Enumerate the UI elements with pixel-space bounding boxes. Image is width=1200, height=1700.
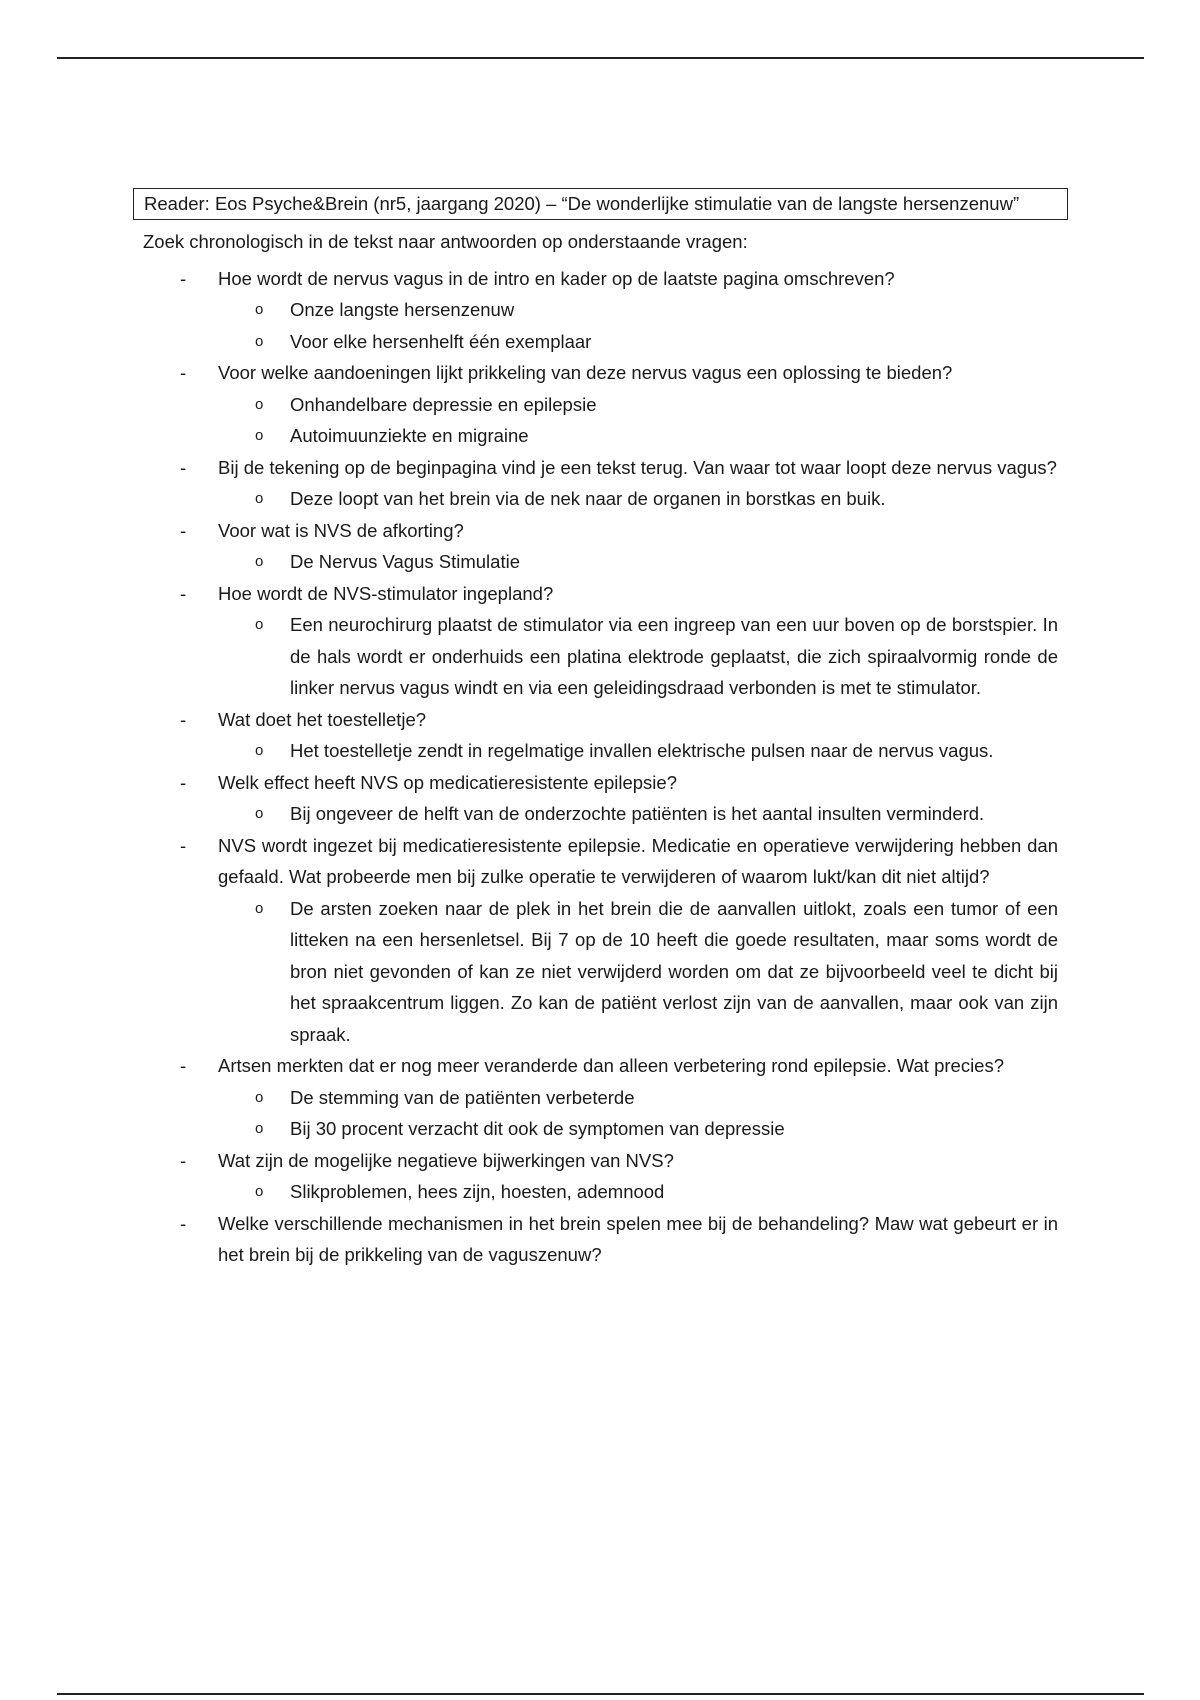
answer-text: Een neurochirurg plaatst de stimulator via een ingreep van een uur boven op de borstspier. In de hals wordt er onderhuids een platina elektrode geplaatst, die zich spiraalvormig ronde de linker nervus vagus windt en via een geleidingsdraad verbonden is met te stimulator. <box>290 614 1058 698</box>
answer-item <box>217 1113 1058 1145</box>
question-item <box>133 263 1058 358</box>
instructions: Zoek chronologisch in de tekst naar antwoorden op onderstaande vragen: <box>143 231 748 252</box>
question-dash: - <box>180 1055 187 1076</box>
question-item <box>133 452 1058 515</box>
answer-item <box>217 483 1058 515</box>
footer-rule <box>57 1693 1144 1695</box>
question-dash: - <box>180 582 187 604</box>
question-dash: - <box>180 362 187 383</box>
reader-title: Reader: Eos Psyche&Brein (nr5, jaargang 2020) – “De wonderlijke stimulatie van de langste hersenzenuw” <box>144 193 1020 214</box>
question-dash: - <box>180 708 187 730</box>
answer-list <box>218 893 1058 1051</box>
circle-bullet-icon: o <box>255 427 264 444</box>
question-text: Wat zijn de mogelijke negatieve bijwerkingen van NVS? <box>218 1149 674 1171</box>
question-dash: - <box>180 771 187 793</box>
answer-list <box>218 483 1058 515</box>
question-dash: - <box>180 1149 187 1171</box>
answer-text: Deze loopt van het brein via de nek naar de organen in borstkas en buik. <box>290 488 886 509</box>
question-dash: - <box>180 519 187 541</box>
question-text: Welk effect heeft NVS op medicatieresistente epilepsie? <box>218 771 677 793</box>
question-dash: - <box>180 267 187 289</box>
question-text: Bij de tekening op de beginpagina vind je een tekst terug. Van waar tot waar loopt deze nervus vagus? <box>218 456 1057 478</box>
answer-text: Onze langste hersenzenuw <box>290 299 515 320</box>
question-text: Voor wat is NVS de afkorting? <box>218 519 464 541</box>
answer-item <box>217 735 1058 767</box>
answer-list <box>218 1176 1058 1208</box>
circle-bullet-icon: o <box>255 805 264 822</box>
question-text: Voor welke aandoeningen lijkt prikkeling van deze nervus vagus een oplossing te bieden? <box>218 362 953 383</box>
answer-item <box>217 1176 1058 1208</box>
reader-title-box <box>133 188 1068 220</box>
circle-bullet-icon: o <box>255 1183 264 1200</box>
answer-item <box>217 546 1058 578</box>
question-item <box>133 704 1058 767</box>
answer-list <box>218 294 1058 357</box>
question-dash: - <box>180 834 187 856</box>
circle-bullet-icon: o <box>255 742 264 759</box>
answer-item <box>217 609 1058 704</box>
answer-text: De stemming van de patiënten verbeterde <box>290 1086 635 1108</box>
answer-text: Autoimuunziekte en migraine <box>290 425 529 446</box>
answer-text: Bij 30 procent verzacht dit ook de symptomen van depressie <box>290 1118 785 1139</box>
answer-list <box>218 1082 1058 1145</box>
answer-text: Slikproblemen, hees zijn, hoesten, ademnood <box>290 1181 665 1202</box>
document-body <box>133 188 1068 1271</box>
question-dash: - <box>180 456 187 478</box>
answer-text: Voor elke hersenhelft één exemplaar <box>290 330 592 352</box>
header-rule <box>57 57 1144 59</box>
question-text: Wat doet het toestelletje? <box>218 708 427 730</box>
answer-list <box>218 389 1058 452</box>
question-text: Welke verschillende mechanismen in het brein spelen mee bij de behandeling? Maw wat gebeurt er in het brein bij de prikkeling van de vaguszenuw? <box>218 1212 1058 1265</box>
question-item <box>133 578 1058 704</box>
answer-item <box>217 420 1058 452</box>
answer-list <box>218 735 1058 767</box>
answer-text: Het toestelletje zendt in regelmatige invallen elektrische pulsen naar de nervus vagus. <box>290 740 994 761</box>
circle-bullet-icon: o <box>255 553 264 570</box>
circle-bullet-icon: o <box>255 490 264 507</box>
answer-item <box>217 1082 1058 1114</box>
answer-text: Bij ongeveer de helft van de onderzochte patiënten is het aantal insulten verminderd. <box>290 803 985 824</box>
question-text: Artsen merkten dat er nog meer veranderde dan alleen verbetering rond epilepsie. Wat precies? <box>218 1055 1005 1076</box>
circle-bullet-icon: o <box>255 301 264 318</box>
answer-list <box>218 546 1058 578</box>
circle-bullet-icon: o <box>255 616 264 633</box>
answer-item <box>217 798 1058 830</box>
question-item <box>133 830 1058 1051</box>
answer-item <box>217 294 1058 326</box>
question-list <box>133 263 1068 1271</box>
circle-bullet-icon: o <box>255 899 264 917</box>
question-text: Hoe wordt de NVS-stimulator ingepland? <box>218 582 554 604</box>
question-item <box>133 1208 1058 1271</box>
answer-item <box>217 326 1058 358</box>
answer-list <box>218 798 1058 830</box>
question-item <box>133 767 1058 830</box>
answer-text: De arsten zoeken naar de plek in het brein die de aanvallen uitlokt, zoals een tumor of een litteken na een hersenletsel. Bij 7 op de 10 heeft die goede resultaten, maar soms wordt de bron niet gevonden of kan ze niet verwijderd worden om dat ze bijvoorbeeld veel te dicht bij het spraakcentrum liggen. Zo kan de patiënt verlost zijn van de aanvallen, maar ook van zijn spraak. <box>290 897 1058 1045</box>
question-item <box>133 357 1058 452</box>
question-item <box>133 515 1058 578</box>
answer-list <box>218 609 1058 704</box>
answer-text: De Nervus Vagus Stimulatie <box>290 551 520 572</box>
circle-bullet-icon: o <box>255 395 264 413</box>
question-item <box>133 1145 1058 1208</box>
question-text: Hoe wordt de nervus vagus in de intro en kader op de laatste pagina omschreven? <box>218 267 895 289</box>
circle-bullet-icon: o <box>255 1088 264 1106</box>
answer-text: Onhandelbare depressie en epilepsie <box>290 393 597 415</box>
question-item <box>133 1050 1058 1145</box>
question-text: NVS wordt ingezet bij medicatieresistente epilepsie. Medicatie en operatieve verwijdering hebben dan gefaald. Wat probeerde men bij zulke operatie te verwijderen of waarom lukt/kan dit niet altijd? <box>218 834 1058 887</box>
question-dash: - <box>180 1212 187 1234</box>
answer-item <box>217 893 1058 1051</box>
circle-bullet-icon: o <box>255 332 264 350</box>
circle-bullet-icon: o <box>255 1120 264 1137</box>
answer-item <box>217 389 1058 421</box>
